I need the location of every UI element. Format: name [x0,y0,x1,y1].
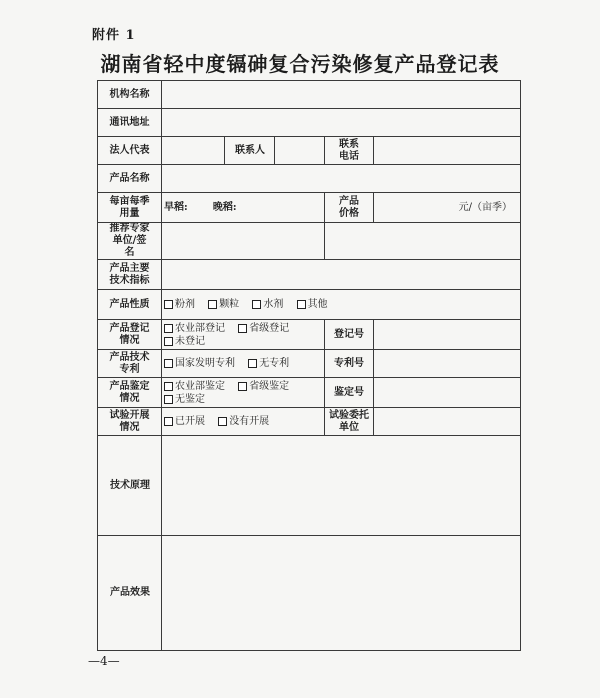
row-trial [98,408,521,436]
registration-option[interactable]: 省级登记 [238,323,289,334]
effect-label: 产品效果 [98,536,162,651]
appraisal-options [162,378,325,408]
nature-option[interactable]: 粉剂 [164,299,195,310]
checkbox-icon [208,300,217,309]
row-patent [98,350,521,378]
registration-no-field[interactable] [374,320,521,350]
trial-unit-field[interactable] [374,408,521,436]
checkbox-icon [164,382,173,391]
page-number: —4— [88,654,120,668]
row-legal-rep [98,137,521,165]
price-label: 产品价格 [325,193,374,223]
product-name-label: 产品名称 [98,165,162,193]
price-unit: 元/（亩季） [458,201,512,213]
row-org-name [98,81,521,109]
registration-no-label: 登记号 [325,320,374,350]
row-nature [98,290,521,320]
page-title: 湖南省轻中度镉砷复合污染修复产品登记表 [100,52,500,76]
phone-field[interactable] [374,137,521,165]
checkbox-icon [164,395,173,404]
patent-options [162,350,325,378]
late-rice-label: 晚稻: [212,201,237,213]
nature-label: 产品性质 [98,290,162,320]
usage-label: 每亩每季用量 [98,193,162,223]
appraisal-option[interactable]: 农业部鉴定 [164,381,225,392]
row-registration [98,320,521,350]
product-name-field[interactable] [162,165,521,193]
org-name-label: 机构名称 [98,81,162,109]
address-label: 通讯地址 [98,109,162,137]
checkbox-icon [164,359,173,368]
legal-rep-label: 法人代表 [98,137,162,165]
org-name-field[interactable] [162,81,521,109]
phone-label: 联系电话 [325,137,374,165]
row-appraisal [98,378,521,408]
appraisal-no-field[interactable] [374,378,521,408]
appraisal-no-label: 鉴定号 [325,378,374,408]
row-main-indicators [98,260,521,290]
patent-label: 产品技术专利 [98,350,162,378]
appraisal-option[interactable]: 省级鉴定 [238,381,289,392]
nature-option[interactable]: 其他 [297,299,328,310]
row-effect [98,536,521,651]
appraisal-label: 产品鉴定情况 [98,378,162,408]
trial-option[interactable]: 没有开展 [218,416,269,427]
trial-label: 试验开展情况 [98,408,162,436]
main-indicators-field[interactable] [162,260,521,290]
nature-options [162,290,521,320]
recommender-signature-field[interactable] [325,223,521,260]
checkbox-icon [218,417,227,426]
checkbox-icon [238,324,247,333]
price-field[interactable] [374,193,521,223]
patent-no-label: 专利号 [325,350,374,378]
patent-option[interactable]: 无专利 [248,358,289,369]
patent-option[interactable]: 国家发明专利 [164,358,235,369]
principle-label: 技术原理 [98,436,162,536]
trial-unit-label: 试验委托单位 [325,408,374,436]
main-indicators-label: 产品主要技术指标 [98,260,162,290]
recommender-label: 推荐专家单位/签名 [98,223,162,260]
row-address [98,109,521,137]
recommender-field[interactable] [162,223,325,260]
trial-options [162,408,325,436]
checkbox-icon [238,382,247,391]
checkbox-icon [297,300,306,309]
checkbox-icon [252,300,261,309]
row-usage [98,193,521,223]
checkbox-icon [164,324,173,333]
patent-no-field[interactable] [374,350,521,378]
registration-option[interactable]: 未登记 [164,336,205,347]
registration-option[interactable]: 农业部登记 [164,323,225,334]
nature-option[interactable]: 水剂 [252,299,283,310]
row-product-name [98,165,521,193]
address-field[interactable] [162,109,521,137]
early-rice-label: 早稻: [164,201,188,213]
effect-field[interactable] [162,536,521,651]
checkbox-icon [164,337,173,346]
row-principle [98,436,521,536]
attachment-label: 附件 1 [92,28,136,43]
nature-option[interactable]: 颗粒 [208,299,239,310]
registration-options [162,320,325,350]
registration-label: 产品登记情况 [98,320,162,350]
checkbox-icon [164,300,173,309]
principle-field[interactable] [162,436,521,536]
row-recommender [98,223,521,260]
usage-field[interactable] [162,193,325,223]
appraisal-option[interactable]: 无鉴定 [164,394,205,405]
contact-field[interactable] [275,137,325,165]
legal-rep-field[interactable] [162,137,225,165]
registration-form-table [97,80,521,651]
trial-option[interactable]: 已开展 [164,416,205,427]
checkbox-icon [248,359,257,368]
contact-label: 联系人 [225,137,275,165]
checkbox-icon [164,417,173,426]
